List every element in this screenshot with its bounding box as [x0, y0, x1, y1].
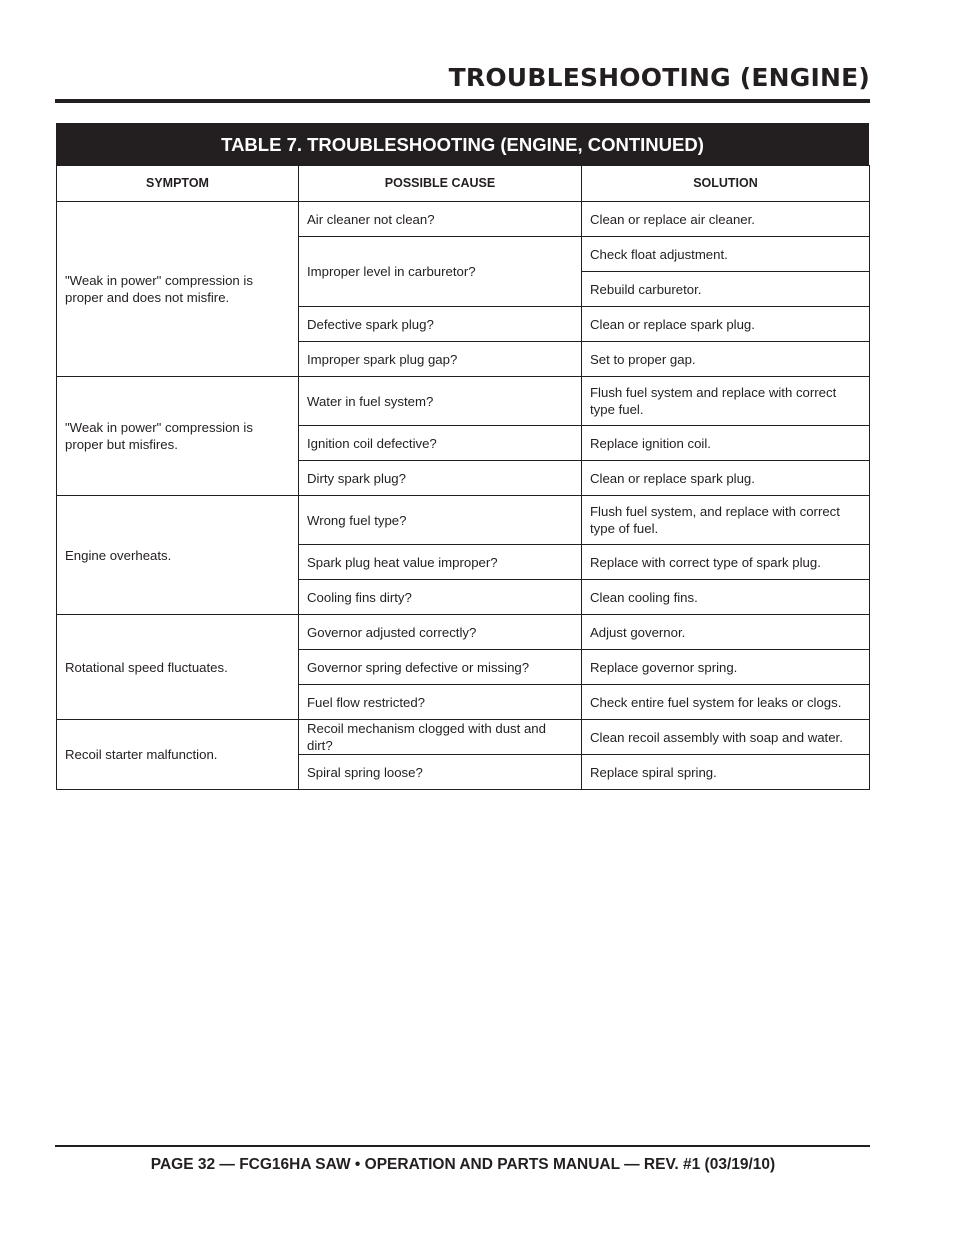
cause-cell: Air cleaner not clean? — [299, 202, 582, 237]
cause-cell: Dirty spark plug? — [299, 461, 582, 496]
page-title: TROUBLESHOOTING (ENGINE) — [448, 63, 870, 92]
column-header-solution: SOLUTION — [582, 166, 870, 202]
column-header-symptom: SYMPTOM — [57, 166, 299, 202]
cause-cell: Governor adjusted correctly? — [299, 615, 582, 650]
solution-cell: Clean or replace spark plug. — [582, 461, 870, 496]
cause-cell: Spark plug heat value improper? — [299, 545, 582, 580]
symptom-cell: Recoil starter malfunction. — [57, 720, 299, 790]
cause-cell: Defective spark plug? — [299, 307, 582, 342]
page-footer: PAGE 32 — FCG16HA SAW • OPERATION AND PARTS MANUAL — REV. #1 (03/19/10) — [150, 1156, 776, 1173]
solution-cell: Check entire fuel system for leaks or clogs. — [582, 685, 870, 720]
solution-cell: Replace ignition coil. — [582, 426, 870, 461]
cause-cell: Improper level in carburetor? — [299, 237, 582, 307]
table-row — [57, 720, 870, 755]
cause-cell: Wrong fuel type? — [299, 496, 582, 545]
cause-cell: Water in fuel system? — [299, 377, 582, 426]
table-row — [57, 615, 870, 650]
troubleshooting-table — [56, 165, 870, 790]
table-row — [57, 202, 870, 237]
solution-cell: Clean or replace spark plug. — [582, 307, 870, 342]
table-header-row — [57, 166, 870, 202]
cause-cell: Ignition coil defective? — [299, 426, 582, 461]
symptom-cell: Engine overheats. — [57, 496, 299, 615]
footer-divider — [55, 1145, 870, 1147]
table-row — [57, 377, 870, 426]
solution-cell: Rebuild carburetor. — [582, 272, 870, 307]
solution-cell: Replace governor spring. — [582, 650, 870, 685]
solution-cell: Clean cooling fins. — [582, 580, 870, 615]
table-caption: TABLE 7. TROUBLESHOOTING (ENGINE, CONTINUED) — [56, 123, 869, 165]
cause-cell: Improper spark plug gap? — [299, 342, 582, 377]
solution-cell: Clean recoil assembly with soap and water. — [582, 720, 870, 755]
troubleshooting-table-container — [56, 123, 869, 790]
solution-cell: Check float adjustment. — [582, 237, 870, 272]
solution-cell: Replace spiral spring. — [582, 755, 870, 790]
solution-cell: Adjust governor. — [582, 615, 870, 650]
symptom-cell: Rotational speed fluctuates. — [57, 615, 299, 720]
solution-cell: Flush fuel system, and replace with correct type of fuel. — [582, 496, 870, 545]
symptom-cell: "Weak in power" compression is proper and does not misfire. — [57, 202, 299, 377]
cause-cell: Recoil mechanism clogged with dust and dirt? — [299, 720, 582, 755]
solution-cell: Clean or replace air cleaner. — [582, 202, 870, 237]
cause-cell: Cooling fins dirty? — [299, 580, 582, 615]
cause-cell: Fuel flow restricted? — [299, 685, 582, 720]
title-divider — [55, 99, 870, 103]
table-row — [57, 496, 870, 545]
cause-cell: Spiral spring loose? — [299, 755, 582, 790]
solution-cell: Flush fuel system and replace with correct type fuel. — [582, 377, 870, 426]
solution-cell: Set to proper gap. — [582, 342, 870, 377]
cause-cell: Governor spring defective or missing? — [299, 650, 582, 685]
symptom-cell: "Weak in power" compression is proper but misfires. — [57, 377, 299, 496]
column-header-possible-cause: POSSIBLE CAUSE — [299, 166, 582, 202]
solution-cell: Replace with correct type of spark plug. — [582, 545, 870, 580]
